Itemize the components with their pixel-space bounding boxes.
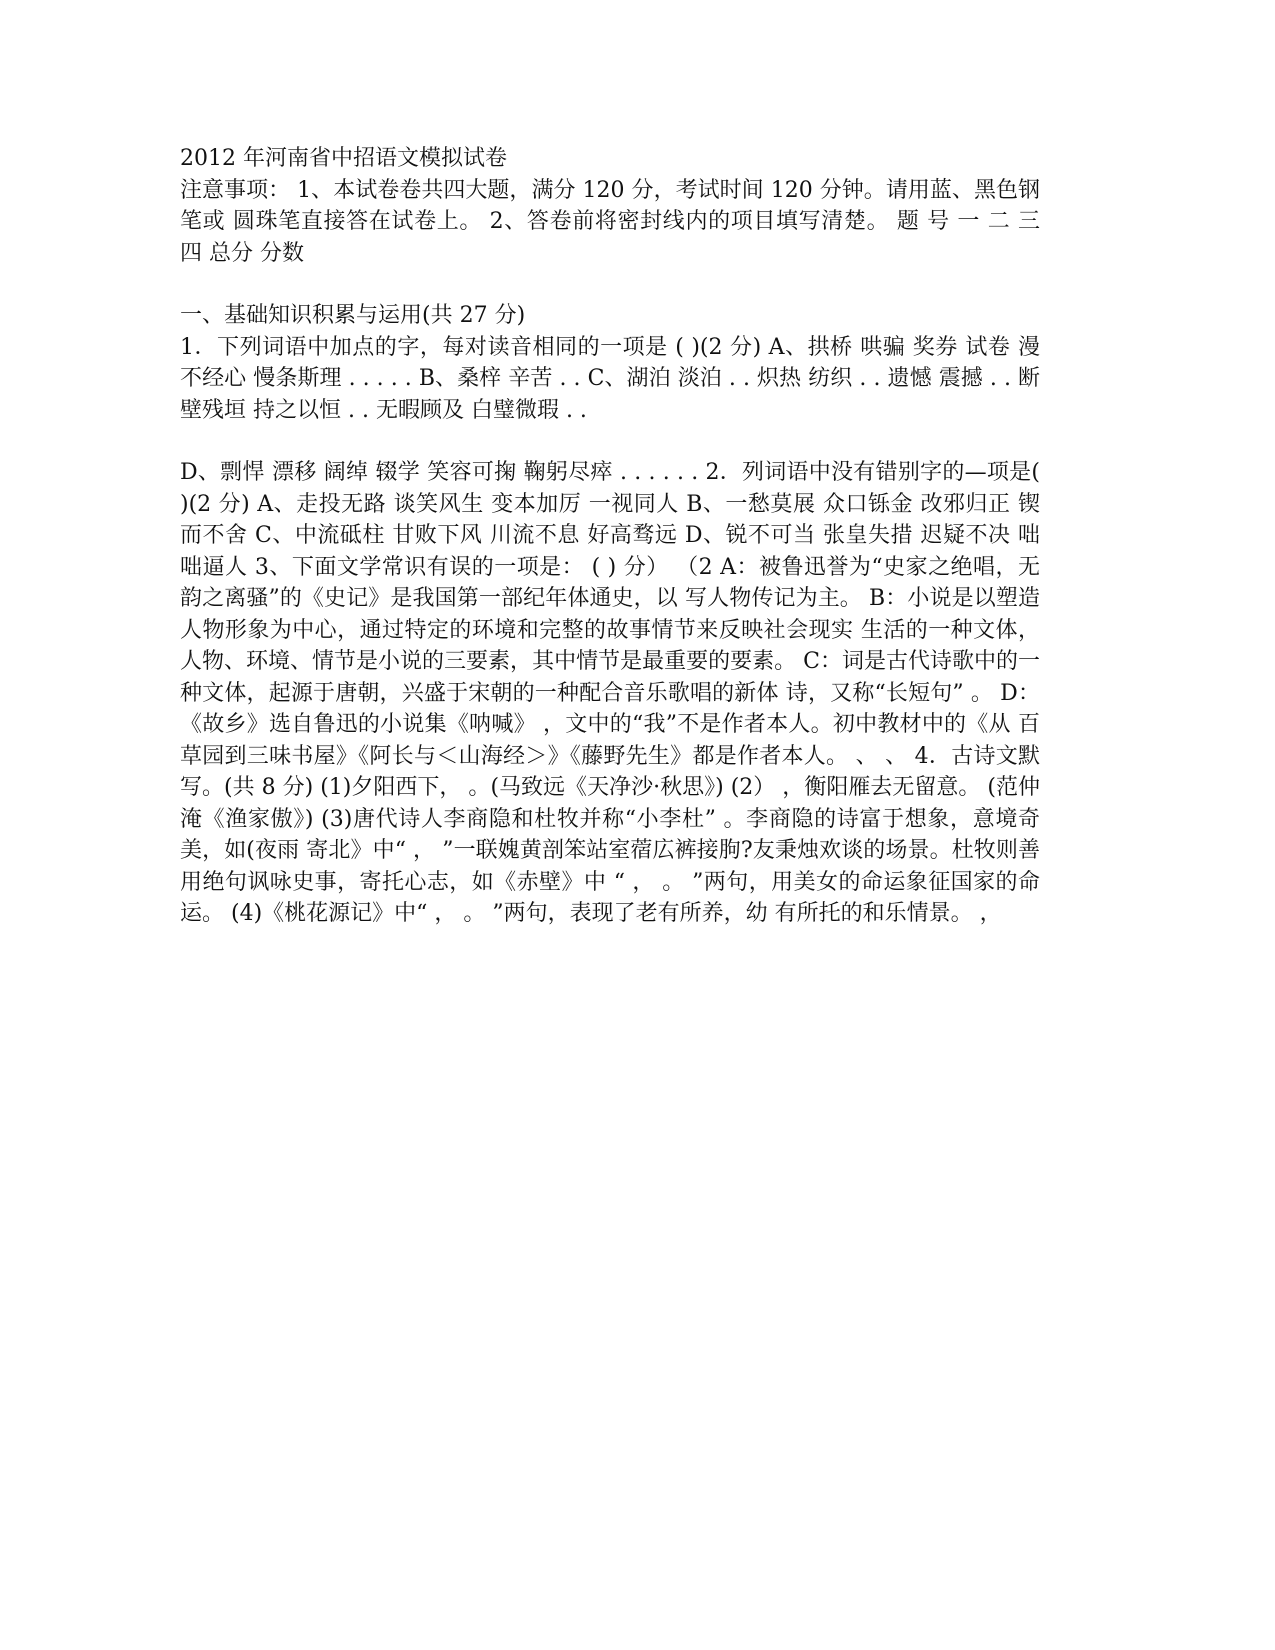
questions-body: D、剽悍 漂移 阔绰 辍学 笑容可掬 鞠躬尽瘁 . . . . . . 2．列词语中没有错别字的—项是( )(2 分) A、走投无路 谈笑风生 变本加厉 一视同人 B、一愁莫展 众口铄金 改邪归正 锲而不舍 C、中流砥柱 甘败下风 川流不息 好高骛远 D、锐不可当 张皇失措 迟疑不决 咄咄逼人 3、下面文学常识有误的一项是： ( ) 分） （2 A：被鲁迅誉为“史家之绝唱，无韵之离骚”的《史记》是我国第一部纪年体通史，以 写人物传记为主。 B：小说是以塑造人物形象为中心，通过特定的环境和完整的故事情节来反映社会现实 生活的一种文体，人物、环境、情节是小说的三要素，其中情节是最重要的要素。 C：词是古代诗歌中的一种文体，起源于唐朝，兴盛于宋朝的一种配合音乐歌唱的新体 诗，又称“长短句” 。 D： 《故乡》选自鲁迅的小说集《呐喊》 ，文中的“我”不是作者本人。初中教材中的《从 百草园到三味书屋》《阿长与＜山海经＞》《藤野先生》都是作者本人。 、 、 4．古诗文默写。(共 8 分) (1)夕阳西下， 。(马致远《天净沙·秋思》) (2） ，衡阳雁去无留意。 (范仲淹《渔家傲》) (3)唐代诗人李商隐和杜牧并称“小李杜” 。李商隐的诗富于想象，意境奇美，如(夜雨 寄北》中“ ， ”一联媿黄剖笨站室蓿広裤接朐?友秉烛欢谈的场景。杜牧则善用绝句讽咏史事，寄托心志，如《赤壁》中 “ ， 。 ”两句，用美女的命运象征国家的命运。 (4)《桃花源记》中“ ， 。 ”两句，表现了老有所养，幼 有所托的和乐情景。 ， <box>180 460 1040 926</box>
document-page <box>180 143 1040 930</box>
paragraph-gap <box>180 426 1040 457</box>
question-1: 1．下列词语中加点的字，每对读音相同的一项是 ( )(2 分) A、拱桥 哄骗 奖券 试卷 漫不经心 慢条斯理 . . . . . B、桑梓 辛苦 . . C、湖泊 淡泊 . . 炽热 纺织 . . 遗憾 震撼 . . 断壁残垣 持之以恒 . . 无暇顾及 白璧微瑕 . . <box>180 334 1040 423</box>
document-title: 2012 年河南省中招语文模拟试卷 <box>180 146 507 171</box>
section-heading: 一、基础知识积累与运用(共 27 分) <box>180 303 526 328</box>
paragraph-gap <box>180 269 1040 300</box>
exam-notice: 注意事项： 1、本试卷卷共四大题，满分 120 分，考试时间 120 分钟。请用蓝、黑色钢笔或 圆珠笔直接答在试卷上。 2、答卷前将密封线内的项目填写清楚。 题 号 一 二 三 四 总分 分数 <box>180 177 1040 266</box>
